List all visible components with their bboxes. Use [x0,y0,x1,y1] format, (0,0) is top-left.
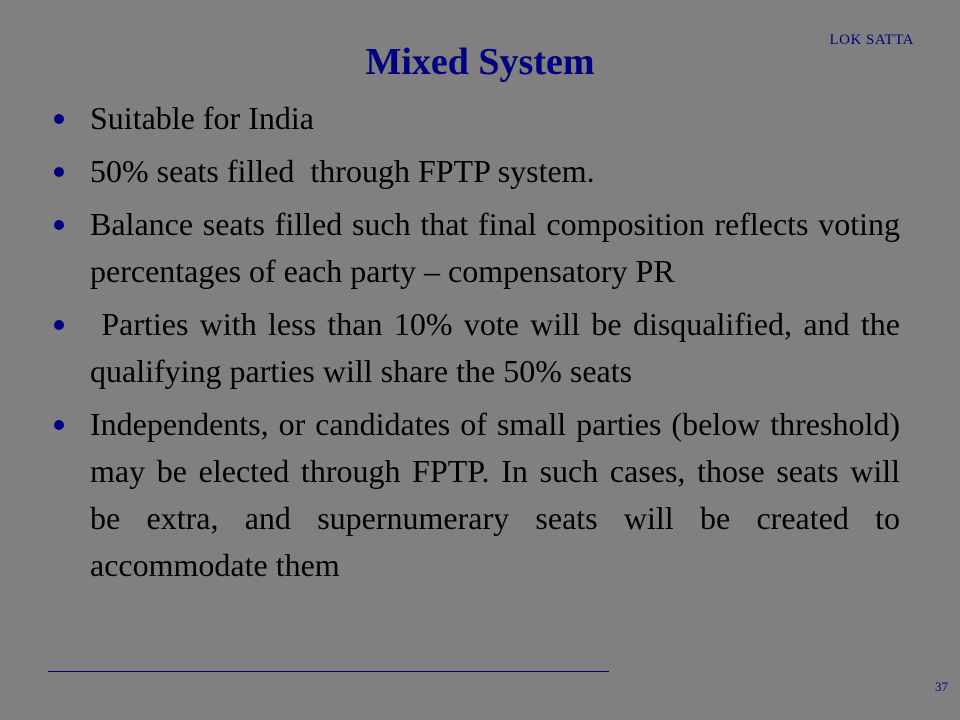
bullet-text: Parties with less than 10% vote will be disqualified, and the qualifying parties will share the 50% seats [90,306,909,389]
bullet-text: 50% seats filled through FPTP system. [90,153,595,189]
brand-label: LOK SATTA [829,32,914,48]
bullet-icon [54,114,64,124]
bullet-item [48,95,900,142]
bullet-icon [54,320,64,330]
page-number: 37 [935,679,948,694]
bullet-icon [54,220,64,230]
bullet-item [48,201,900,295]
bullet-text: Independents, or candidates of small parties (below threshold) may be elected through FPTP. In such cases, those seats will be extra, and supernumerary seats will be created to accommodate them [90,406,900,583]
bullet-icon [54,420,64,430]
bullet-icon [54,167,64,177]
slide-title: Mixed System [365,41,595,83]
bullet-list [48,95,909,595]
bullet-item [48,301,909,395]
bullet-text: Suitable for India [90,100,314,136]
bullet-item [48,401,900,589]
bullet-item [48,148,900,195]
bullet-text: Balance seats filled such that final composition reflects voting percentages of each party – compensatory PR [90,206,900,289]
footer-divider [48,671,609,672]
